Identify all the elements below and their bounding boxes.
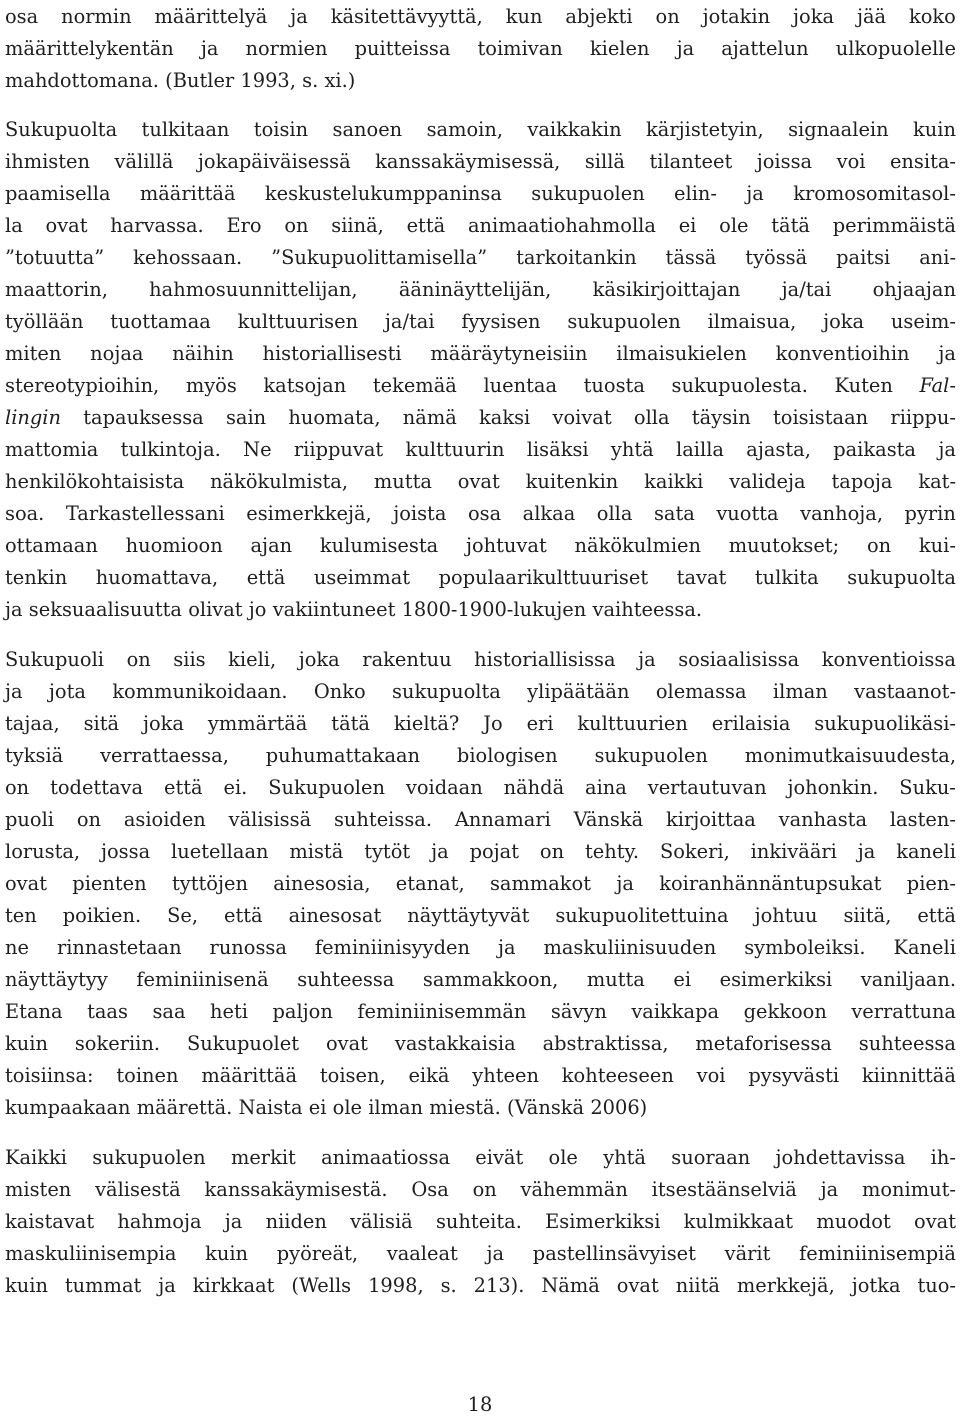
text-line: näyttäytyy feminiinisenä suhteessa sammakkoon, mutta ei esimerkiksi vaniljaan. <box>5 968 956 991</box>
text-line: tajaa, sitä joka ymmärtää tätä kieltä? Jo eri kulttuurien erilaisia sukupuolikäsi- <box>5 712 956 735</box>
text-line: kaistavat hahmoja ja niiden välisiä suhteita. Esimerkiksi kulmikkaat muodot ovat <box>5 1210 956 1233</box>
text-line: lingin tapauksessa sain huomata, nämä kaksi voivat olla täysin toisistaan riippu- <box>5 406 956 429</box>
text-line: ”totuutta” kehossaan. ”Sukupuolittamisella” tarkoitankin tässä työssä paitsi ani- <box>5 246 956 269</box>
text-line: ottamaan huomioon ajan kulumisesta johtuvat näkökulmien muutokset; on kui- <box>5 534 956 557</box>
text-line: soa. Tarkastellessani esimerkkejä, joista osa alkaa olla sata vuotta vanhoja, pyrin <box>5 502 956 525</box>
text-line: kuin sokeriin. Sukupuolet ovat vastakkaisia abstraktissa, metaforisessa suhteessa <box>5 1032 956 1055</box>
text-line: stereotypioihin, myös katsojan tekemää luentaa tuosta sukupuolesta. Kuten Fal- <box>5 374 956 397</box>
text-line: tyksiä verrattaessa, puhumattakaan biologisen sukupuolen monimutkaisuudesta, <box>5 744 956 767</box>
text-line: miten nojaa näihin historiallisesti määräytyneisiin ilmaisukielen konventioihin ja <box>5 342 956 365</box>
text-line: paamisella määrittää keskustelukumppaninsa sukupuolen elin- ja kromosomitasol- <box>5 182 956 205</box>
text-line: misten välisestä kanssakäymisestä. Osa on vähemmän itsestäänselviä ja monimut- <box>5 1178 956 1201</box>
page-number: 18 <box>467 1393 493 1416</box>
text-line: puoli on asioiden välisissä suhteissa. Annamari Vänskä kirjoittaa vanhasta lasten- <box>5 808 956 831</box>
text-line: mattomia tulkintoja. Ne riippuvat kulttuurin lisäksi yhtä lailla ajasta, paikasta ja <box>5 438 956 461</box>
text-line: ihmisten välillä jokapäiväisessä kanssakäymisessä, sillä tilanteet joissa voi ensita- <box>5 150 956 173</box>
text-line: ja jota kommunikoidaan. Onko sukupuolta ylipäätään olemassa ilman vastaanot- <box>5 680 956 703</box>
text-line: tenkin huomattava, että useimmat populaarikulttuuriset tavat tulkita sukupuolta <box>5 566 956 589</box>
text-line: kumpaakaan määrettä. Naista ei ole ilman miestä. (Vänskä 2006) <box>5 1096 648 1119</box>
text-line: la ovat harvassa. Ero on siinä, että animaatiohahmolla ei ole tätä perimmäistä <box>5 214 956 237</box>
text-line: Sukupuolta tulkitaan toisin sanoen samoin, vaikkakin kärjistetyin, signaalein kuin <box>5 118 956 141</box>
text-line: mahdottomana. (Butler 1993, s. xi.) <box>5 69 356 92</box>
text-line: ja seksuaalisuutta olivat jo vakiintuneet 1800-1900-lukujen vaihteessa. <box>5 598 703 621</box>
text-line: työllään tuottamaa kulttuurisen ja/tai fyysisen sukupuolen ilmaisua, joka useim- <box>5 310 956 333</box>
text-line: maattorin, hahmosuunnittelijan, ääninäyttelijän, käsikirjoittajan ja/tai ohjaajan <box>5 278 956 301</box>
text-line: ten poikien. Se, että ainesosat näyttäytyvät sukupuolitettuina johtuu siitä, että <box>5 904 956 927</box>
text-line: ovat pienten tyttöjen ainesosia, etanat, sammakot ja koiranhännäntupsukat pien- <box>5 872 956 895</box>
text-line: on todettava että ei. Sukupuolen voidaan nähdä aina vertautuvan johonkin. Suku- <box>5 776 956 799</box>
text-line: Sukupuoli on siis kieli, joka rakentuu historiallisissa ja sosiaalisissa konventioissa <box>5 648 956 671</box>
text-line: osa normin määrittelyä ja käsitettävyyttä, kun abjekti on jotakin joka jää koko <box>5 5 956 28</box>
text-line: maskuliinisempia kuin pyöreät, vaaleat ja pastellinsävyiset värit feminiinisempiä <box>5 1242 956 1265</box>
text-line: toisiinsa: toinen määrittää toisen, eikä yhteen kohteeseen voi pysyvästi kiinnittää <box>5 1064 956 1087</box>
text-line: Kaikki sukupuolen merkit animaatiossa eivät ole yhtä suoraan johdettavissa ih- <box>5 1146 956 1169</box>
text-line: henkilökohtaisista näkökulmista, mutta ovat kuitenkin kaikki valideja tapoja kat- <box>5 470 956 493</box>
text-line: lorusta, jossa luetellaan mistä tytöt ja pojat on tehty. Sokeri, inkivääri ja kaneli <box>5 840 956 863</box>
text-line: kuin tummat ja kirkkaat (Wells 1998, s. 213). Nämä ovat niitä merkkejä, jotka tuo- <box>5 1274 956 1297</box>
text-line: määrittelykentän ja normien puitteissa toimivan kielen ja ajattelun ulkopuolelle <box>5 37 956 60</box>
text-line: ne rinnastetaan runossa feminiinisyyden ja maskuliinisuuden symboleiksi. Kaneli <box>5 936 956 959</box>
text-line: Etana taas saa heti paljon feminiinisemmän sävyn vaikkapa gekkoon verrattuna <box>5 1000 956 1023</box>
